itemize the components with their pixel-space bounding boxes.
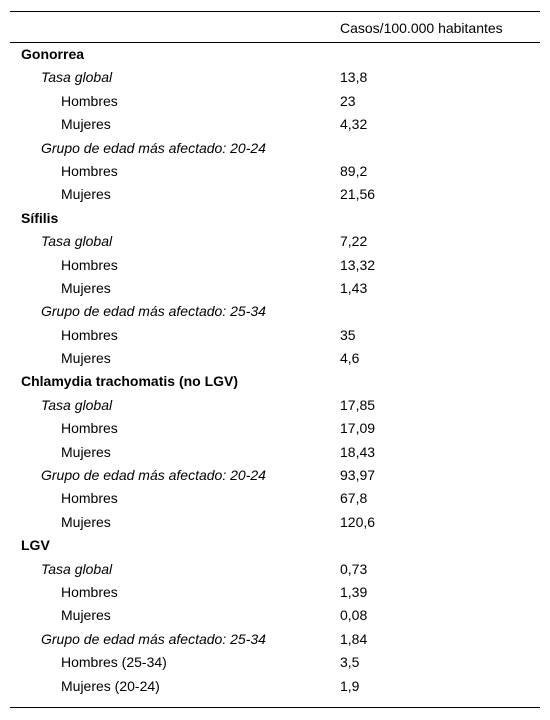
row-value: 4,32 xyxy=(340,116,368,133)
row-label: Mujeres xyxy=(61,607,111,624)
table-row xyxy=(10,581,540,604)
row-value: 67,8 xyxy=(340,490,368,507)
row-value: 93,97 xyxy=(340,467,376,484)
row-value: 13,32 xyxy=(340,256,376,273)
row-label: Hombres xyxy=(61,583,118,600)
row-label: Hombres xyxy=(61,256,118,273)
row-label: Mujeres xyxy=(61,513,111,530)
table-row xyxy=(10,628,540,651)
table-row xyxy=(10,464,540,487)
table-row xyxy=(10,277,540,300)
row-value: 21,56 xyxy=(340,186,376,203)
row-label: Tasa global xyxy=(41,233,113,250)
table-row xyxy=(10,137,540,160)
table-row xyxy=(10,558,540,581)
row-value: 23 xyxy=(340,92,356,109)
row-label: LGV xyxy=(21,537,50,554)
row-value: 0,73 xyxy=(340,560,368,577)
row-value: 18,43 xyxy=(340,443,376,460)
row-label: Sífilis xyxy=(21,209,59,226)
table-body xyxy=(10,43,540,698)
table-row xyxy=(10,230,540,253)
row-label: Hombres xyxy=(61,162,118,179)
rates-table xyxy=(10,11,540,708)
table-row xyxy=(10,113,540,136)
table-row xyxy=(10,183,540,206)
table-row xyxy=(10,417,540,440)
table-row xyxy=(10,604,540,627)
row-value: 0,08 xyxy=(340,607,368,624)
table-row xyxy=(10,651,540,674)
row-value: 1,39 xyxy=(340,583,368,600)
row-value: 7,22 xyxy=(340,233,368,250)
row-value: 1,9 xyxy=(340,677,360,694)
table-top-rule xyxy=(10,11,540,12)
row-value: 120,6 xyxy=(340,513,376,530)
row-label: Hombres xyxy=(61,420,118,437)
table-row xyxy=(10,90,540,113)
row-value: 1,43 xyxy=(340,279,368,296)
table-row xyxy=(10,394,540,417)
table-row xyxy=(10,675,540,698)
table-row xyxy=(10,534,540,557)
row-value: 89,2 xyxy=(340,162,368,179)
row-value: 35 xyxy=(340,326,356,343)
table-row xyxy=(10,207,540,230)
row-label: Hombres xyxy=(61,490,118,507)
row-label: Mujeres xyxy=(61,350,111,367)
row-value: 4,6 xyxy=(340,350,360,367)
table-row xyxy=(10,43,540,66)
table-row xyxy=(10,370,540,393)
row-label: Gonorrea xyxy=(21,46,85,62)
row-value: 17,85 xyxy=(340,396,376,413)
row-label: Hombres xyxy=(61,326,118,343)
row-label: Tasa global xyxy=(41,396,113,413)
row-label: Mujeres xyxy=(61,443,111,460)
table-row xyxy=(10,300,540,323)
row-value: 1,84 xyxy=(340,630,368,647)
row-label: Grupo de edad más afectado: 25-34 xyxy=(41,303,266,320)
table-row xyxy=(10,66,540,89)
table-row xyxy=(10,487,540,510)
row-value: 13,8 xyxy=(340,69,368,86)
value-column-header: Casos/100.000 habitantes xyxy=(340,20,503,36)
row-label: Grupo de edad más afectado: 20-24 xyxy=(41,467,266,484)
row-label: Tasa global xyxy=(41,69,113,86)
row-label: Hombres xyxy=(61,92,118,109)
row-label: Mujeres xyxy=(61,279,111,296)
row-label: Mujeres (20-24) xyxy=(61,677,160,694)
table-row xyxy=(10,160,540,183)
table-row xyxy=(10,441,540,464)
table-row xyxy=(10,347,540,370)
row-value: 3,5 xyxy=(340,654,360,671)
row-value: 17,09 xyxy=(340,420,376,437)
row-label: Mujeres xyxy=(61,186,111,203)
table-bottom-rule xyxy=(10,707,540,708)
row-label: Hombres (25-34) xyxy=(61,654,167,671)
table-row xyxy=(10,254,540,277)
row-label: Mujeres xyxy=(61,116,111,133)
table-row xyxy=(10,324,540,347)
row-label: Tasa global xyxy=(41,560,113,577)
row-label: Grupo de edad más afectado: 25-34 xyxy=(41,630,266,647)
row-label: Chlamydia trachomatis (no LGV) xyxy=(21,373,239,390)
row-label: Grupo de edad más afectado: 20-24 xyxy=(41,139,266,156)
table-row xyxy=(10,511,540,534)
